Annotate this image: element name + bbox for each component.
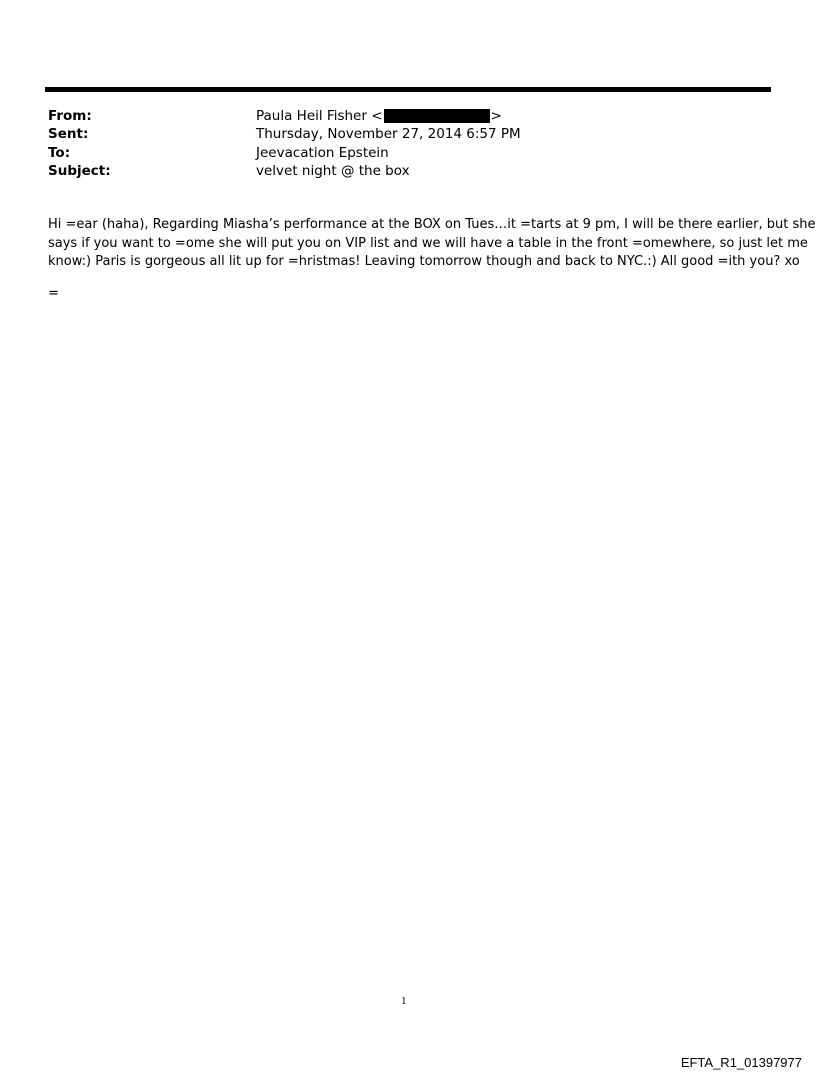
to-value: Jeevacation Epstein: [256, 144, 389, 161]
email-body: [48, 216, 816, 272]
from-name: Paula Heil Fisher <: [256, 108, 383, 125]
from-value: [256, 108, 502, 124]
header-rule: [45, 87, 771, 92]
to-label: To:: [48, 144, 71, 161]
sent-value: Thursday, November 27, 2014 6:57 PM: [256, 126, 521, 143]
from-label: From:: [48, 108, 92, 125]
trailing-equals: =: [48, 286, 59, 301]
from-row: [48, 107, 768, 125]
from-value-end: >: [490, 108, 502, 125]
document-id: EFTA_R1_01397977: [680, 1055, 802, 1070]
body-line: know:) Paris is gorgeous all lit up for =hristmas! Leaving tomorrow though and back to NYC.:) All good =ith you? xo: [48, 254, 800, 269]
subject-value: velvet night @ the box: [256, 163, 410, 180]
body-line: says if you want to =ome she will put you on VIP list and we will have a table in the front =omewhere, so just let me: [48, 235, 808, 251]
subject-label: Subject:: [48, 163, 111, 180]
to-row: [48, 144, 768, 162]
subject-row: [48, 162, 768, 180]
sent-row: [48, 125, 768, 143]
redaction-box: [384, 109, 490, 123]
sent-label: Sent:: [48, 126, 89, 143]
email-header: [48, 107, 768, 180]
body-line: Hi =ear (haha), Regarding Miasha’s performance at the BOX on Tues…it =tarts at 9 pm, I will be there earlier, but she: [48, 217, 816, 232]
page-number: 1: [401, 995, 407, 1007]
